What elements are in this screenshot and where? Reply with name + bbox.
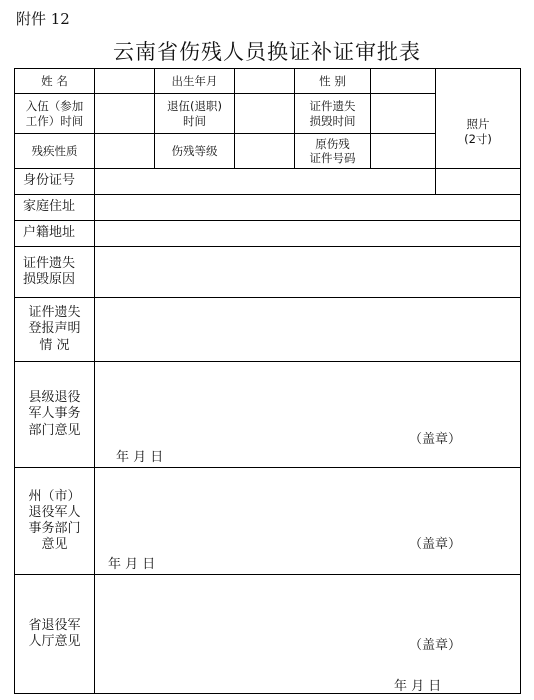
table-border-right: [520, 68, 521, 694]
prefecture-opinion-field[interactable]: [95, 468, 520, 574]
province-date: 年 月 日: [394, 679, 442, 694]
retire-time-field[interactable]: [235, 94, 294, 133]
province-opinion-label: 省退役军 人厅意见: [28, 617, 81, 649]
home-address-field[interactable]: [95, 195, 520, 220]
lost-notice-label: 证件遗失 登报声明 情 况: [28, 305, 81, 353]
id-number-label: 身份证号: [23, 173, 76, 189]
prefecture-opinion-label: 州（市） 退役军人 事务部门 意见: [28, 488, 81, 553]
lost-reason-label: 证件遗失 损毁原因: [23, 255, 76, 287]
county-stamp: （盖章）: [409, 432, 462, 447]
household-address-field[interactable]: [95, 221, 520, 246]
id-number-field[interactable]: [95, 169, 435, 194]
enlist-time-label: 入伍（参加 工作）时间: [25, 99, 84, 128]
disability-level-field[interactable]: [235, 134, 294, 168]
disability-level-label: 伤残等级: [171, 143, 218, 158]
photo-slot[interactable]: 照片 (2寸): [464, 117, 492, 146]
cert-lost-time-label: 证件遗失 损毁时间: [309, 99, 356, 128]
prefecture-stamp: （盖章）: [409, 537, 462, 552]
table-border-bottom: [14, 693, 521, 694]
lost-notice-field[interactable]: [95, 298, 520, 361]
prefecture-date: 年 月 日: [108, 557, 156, 572]
birth-field[interactable]: [235, 69, 294, 93]
gender-label: 性 别: [319, 73, 346, 88]
original-cert-label: 原伤残 证件号码: [309, 136, 356, 165]
county-date: 年 月 日: [116, 450, 164, 465]
cert-lost-time-field[interactable]: [371, 94, 435, 133]
original-cert-field[interactable]: [371, 134, 435, 168]
attachment-number: 附件 12: [16, 10, 70, 28]
page-title: 云南省伤残人员换证补证审批表: [113, 40, 421, 64]
birth-label: 出生年月: [171, 73, 218, 88]
name-field[interactable]: [95, 69, 154, 93]
province-stamp: （盖章）: [409, 638, 462, 653]
gender-field[interactable]: [371, 69, 435, 93]
lost-reason-field[interactable]: [95, 247, 520, 297]
household-address-label: 户籍地址: [23, 225, 76, 241]
disability-nature-label: 残疾性质: [31, 143, 78, 158]
disability-nature-field[interactable]: [95, 134, 154, 168]
name-label: 姓 名: [41, 73, 68, 88]
retire-time-label: 退伍(退职) 时间: [167, 99, 222, 128]
enlist-time-field[interactable]: [95, 94, 154, 133]
home-address-label: 家庭住址: [23, 199, 76, 215]
county-opinion-label: 县级退役 军人事务 部门意见: [28, 390, 81, 438]
